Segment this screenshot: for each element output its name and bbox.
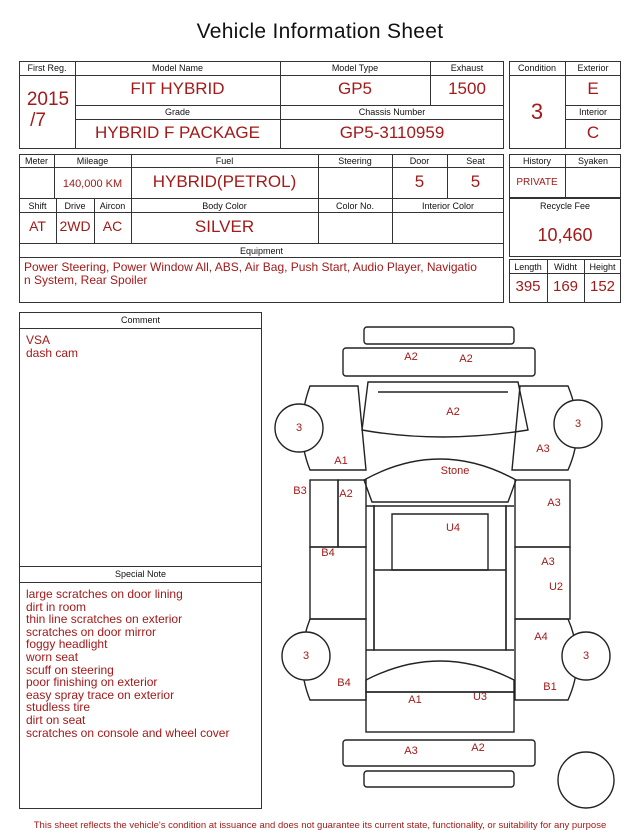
special-note-item: dirt in room [26,599,87,614]
damage-mark-quarter-left: B4 [337,677,351,689]
fuel-label: Fuel [215,156,234,166]
exterior-value: E [587,79,599,98]
recycle-value: 10,460 [537,225,593,245]
equipment-line-2: n System, Rear Spoiler [24,272,148,287]
grade-label: Grade [164,107,190,117]
mileage-value: 140,000 KM [62,178,123,190]
model-name-label: Model Name [151,63,204,73]
damage-mark-hood: A2 [446,406,460,418]
damage-mark-tailgate-right: U3 [472,691,488,703]
special-note-item: studless tire [26,700,91,715]
damage-mark-door-front-left-inner: A2 [339,488,353,500]
first-reg-label: First Reg. [27,63,67,73]
special-note-item: worn seat [26,649,79,664]
damage-mark-wheel-front-right: 3 [574,418,582,430]
hood-outline [362,382,528,437]
disclaimer-footer: This sheet reflects the vehicle's condition at issuance and does not guarantee its current state, functionality, or suitability for any purpose [33,820,607,831]
exhaust-value: 1500 [448,79,486,98]
special-note-list [26,588,258,739]
door-value: 5 [414,172,425,191]
drive-value: 2WD [59,218,91,234]
damage-mark-wheel-rear-right: 3 [582,650,590,662]
special-note-item: scratches on console and wheel cover [26,725,230,740]
rear-glass [366,661,514,692]
interior-color-label: Interior Color [421,201,475,211]
special-note-item: poor finishing on exterior [26,675,158,690]
body-color-label: Body Color [202,201,247,211]
comment-item: VSA [26,333,51,347]
fuel-value: HYBRID(PETROL) [152,172,297,191]
syaken-label: Syaken [577,156,609,166]
door-label: Door [409,156,430,166]
car-damage-diagram [270,320,630,815]
rear-bumper [343,740,535,766]
special-note-item: thin line scratches on exterior [26,612,183,627]
front-left-door-outer [310,480,338,547]
aircon-label: Aircon [99,201,126,211]
damage-mark-roof: U4 [445,522,461,534]
front-right-door [515,480,570,547]
seat-label: Seat [466,156,485,166]
damage-mark-windshield: Stone [440,465,470,477]
damage-mark-rear-bumper-right: A2 [471,742,485,754]
history-label: History [522,156,551,166]
width-value: 169 [552,278,579,295]
equipment-label: Equipment [239,246,284,256]
model-name-value: FIT HYBRID [130,79,225,98]
drive-label: Drive [64,201,86,211]
comment-label: Comment [120,315,160,325]
width-label: Widht [553,262,577,272]
shift-label: Shift [28,201,47,211]
chassis-value: GP5-3110959 [339,123,445,142]
condition-value: 3 [530,99,544,124]
comment-item: dash cam [26,345,79,360]
spare-tire [558,752,614,808]
condition-label: Condition [517,63,557,73]
height-value: 152 [589,278,616,295]
meter-label: Meter [24,156,48,166]
aircon-value: AC [102,218,123,234]
special-note-item: dirt on seat [26,712,86,727]
damage-mark-tailgate-left: A1 [408,694,422,706]
special-note-item: large scratches on door lining [26,587,183,601]
rear-bumper-bottom [364,771,514,787]
body-color-value: SILVER [194,217,255,236]
damage-mark-fender-left: A1 [334,455,348,467]
first-reg-year: 2015 [26,89,70,110]
damage-mark-wheel-front-left: 3 [295,422,303,434]
damage-mark-rear-bumper-left: A3 [404,745,418,757]
equipment-line-1: Power Steering, Power Window All, ABS, Air Bag, Push Start, Audio Player, Navigatio [24,260,477,274]
shift-value: AT [29,218,46,234]
damage-mark-rear-right-panel: U2 [548,581,564,593]
front-bumper [343,348,535,376]
damage-mark-door-rear-left: B4 [321,547,335,559]
damage-mark-rocker-right: B1 [543,681,557,693]
damage-mark-door-front-right: A3 [547,497,561,509]
cabin-right-pillar [506,506,514,650]
recycle-label: Recycle Fee [539,201,591,211]
tailgate [366,692,514,732]
damage-mark-fender-right: A3 [536,443,550,455]
length-label: Length [514,262,542,272]
comment-list [26,334,256,359]
grade-value: HYBRID F PACKAGE [95,123,260,142]
cabin-left-pillar [366,506,374,650]
front-bumper-top [364,327,514,344]
interior-value: C [586,123,600,142]
damage-mark-quarter-right: A4 [534,631,548,643]
special-note-label: Special Note [114,569,167,579]
seat-value: 5 [470,172,481,191]
steering-label: Steering [338,156,372,166]
special-note-item: foggy headlight [26,637,108,652]
damage-mark-door-front-left-outer: B3 [293,485,307,497]
exterior-label: Exterior [577,63,609,73]
damage-mark-front-bumper-left: A2 [404,351,418,363]
history-value: PRIVATE [516,177,558,188]
damage-mark-front-bumper-right: A2 [459,353,473,365]
special-note-item: scratches on door mirror [26,624,157,639]
damage-mark-wheel-rear-left: 3 [302,650,310,662]
special-note-item: easy spray trace on exterior [26,687,175,702]
length-value: 395 [515,278,541,295]
first-reg-month: /7 [30,110,46,131]
mileage-label: Mileage [76,156,109,166]
special-note-item: scuff on steering [26,662,114,677]
model-type-label: Model Type [331,63,379,73]
damage-mark-door-rear-right: A3 [541,556,555,568]
model-type-value: GP5 [337,79,373,98]
rear-left-door [310,547,366,619]
chassis-label: Chassis Number [358,107,426,117]
page-title: Vehicle Information Sheet [196,20,444,43]
height-label: Height [589,262,616,272]
color-no-label: Color No. [335,201,374,211]
roof-outline [374,506,506,650]
interior-label: Interior [578,107,607,117]
exhaust-label: Exhaust [450,63,484,73]
